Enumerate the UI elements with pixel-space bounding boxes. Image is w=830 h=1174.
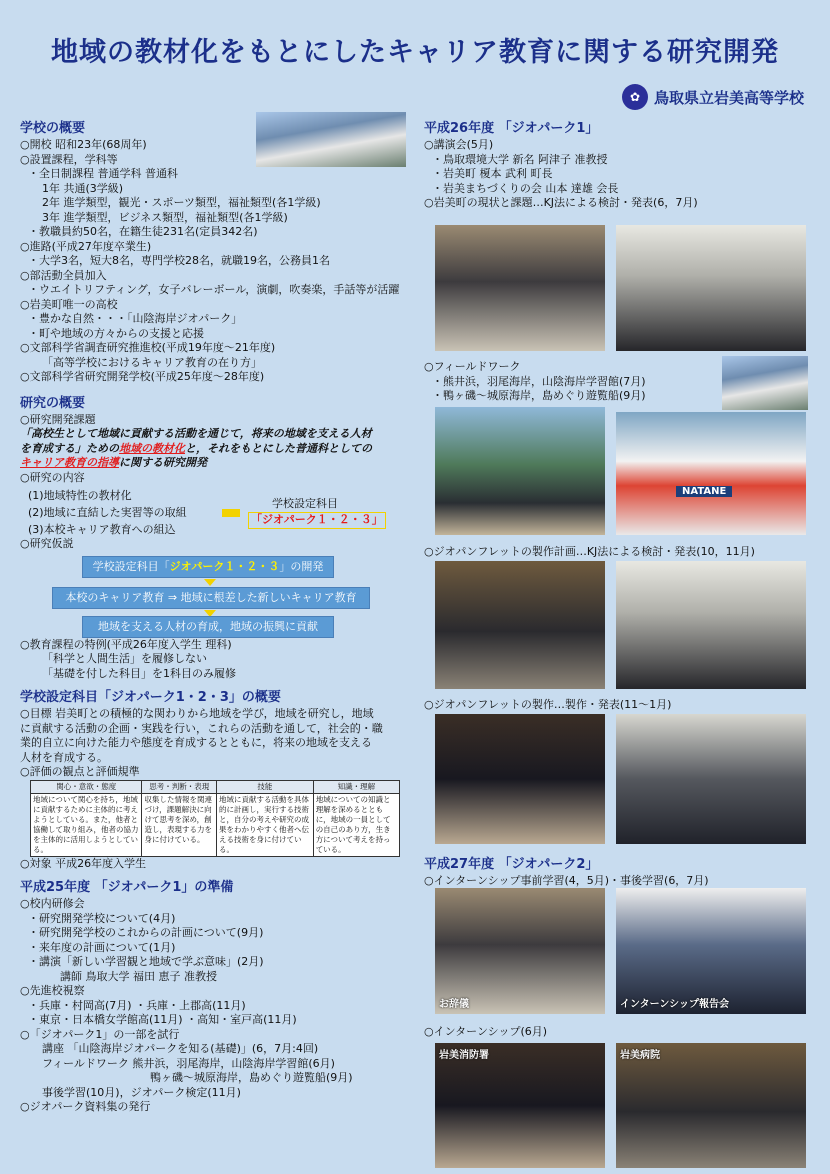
- overview-line: ○文部科学省研究開発学校(平成25年度～28年度): [20, 370, 265, 383]
- research-theme-part: ための: [86, 441, 119, 455]
- flow-box-2: 本校のキャリア教育 ⇒ 地域に根差した新しいキャリア教育: [52, 587, 370, 609]
- special-label: ○教育課程の特例(平成26年度入学生 理科): [20, 637, 232, 651]
- intern-label: ○インターンシップ(6月): [424, 1025, 548, 1038]
- goal-line: に貢献する活動の企画・実践を行い，これらの活動を通して，社会的・職: [20, 721, 383, 735]
- eval-header: 関心・意欲・態度: [31, 780, 142, 793]
- down-arrow-icon: [204, 579, 216, 586]
- overview-heading: 学校の概要: [20, 121, 86, 136]
- flow-box-3: 地域を支える人材の育成，地域の振興に貢献: [82, 616, 334, 638]
- h25-line: ○校内研修会: [20, 897, 85, 910]
- content-item: (3)本校キャリア教育への組込: [28, 523, 176, 536]
- h25-line: ・東京・日本橋女学館高(11月) ・高知・室戸高(11月): [28, 1013, 297, 1026]
- h25-line: ・研究開発学校について(4月): [28, 911, 176, 925]
- overview-line: 3年 進学類型，ビジネス類型，福祉類型(各1学級): [42, 210, 288, 224]
- intern-pre-label: ○インターンシップ事前学習(4，5月)・事後学習(6，7月): [424, 874, 709, 887]
- content-item: (2)地域に直結した実習等の取組: [28, 506, 187, 519]
- geo-heading: 学校設定科目「ジオパーク1・2・3」の概要: [20, 690, 281, 705]
- overview-line: 1年 共通(3学級): [42, 181, 124, 195]
- h25-line: ・来年度の計画について(1月): [28, 940, 176, 954]
- overview-line: ・ウエイトリフティング，女子バレーボール，演劇，吹奏楽，手話等が活躍: [28, 283, 400, 296]
- h25-line: 事後学習(10月)，ジオパーク検定(11月): [42, 1085, 241, 1099]
- overview-line: 2年 進学類型，観光・スポーツ類型，福祉類型(各1学級): [42, 196, 321, 209]
- school-photo: [256, 112, 406, 167]
- photo-caption: お辞儀: [439, 999, 469, 1010]
- goal-line: ○目標 岩美町との積極的な関わりから地域を学び，地域を研究し，地域: [20, 707, 374, 720]
- boat-name: NATANE: [676, 486, 732, 497]
- target-line: ○対象 平成26年度入学生: [20, 856, 147, 870]
- overview-line: ・教職員約50名，在籍生徒231名(定員342名): [28, 225, 258, 238]
- goal-line: 人材を育成する。: [20, 750, 108, 764]
- photo-caption: インターンシップ報告会: [620, 999, 729, 1010]
- research-theme-part: を育成する」: [20, 441, 86, 455]
- h27-section: [424, 850, 814, 889]
- overview-line: ○文部科学省調査研究推進校(平成19年度～21年度): [20, 341, 276, 354]
- right-arrow-icon: [222, 509, 240, 517]
- research-theme-label: ○研究開発課題: [20, 412, 96, 426]
- kj-label: ○岩美町の現状と課題…KJ法による検討・発表(6，7月): [424, 196, 698, 209]
- content-label: ○研究の内容: [20, 470, 85, 484]
- photo-pamphlet-plan-1: [435, 561, 605, 689]
- h25-line: 鴨ヶ磯～城原海岸，島めぐり遊覧船(9月): [150, 1071, 353, 1084]
- photo-fire-station: [435, 1043, 605, 1168]
- overview-line: ○進路(平成27年度卒業生): [20, 239, 152, 253]
- page-title: 地域の教材化をもとにしたキャリア教育に関する研究開発: [51, 37, 779, 68]
- subject-name: 「ジオパーク１・２・３」: [248, 512, 386, 529]
- h25-line: 講師 鳥取大学 福田 恵子 准教授: [60, 969, 217, 983]
- eval-cell: 地域についての知識と理解を深めるとともに，地域の一員としての自己のあり方，生き方について考えを持っている。: [313, 793, 399, 856]
- special-line: 「基礎を付した科目」を1科目のみ履修: [42, 666, 236, 680]
- overview-line: ・豊かな自然・・・「山陰海岸ジオパーク」: [28, 312, 243, 325]
- content-item: (1)地域特性の教材化: [28, 489, 132, 502]
- h25-line: 講座 「山陰海岸ジオパークを知る(基礎)」(6，7月:4回): [42, 1042, 319, 1055]
- right-column: [424, 114, 814, 211]
- research-theme-line: [20, 456, 410, 471]
- pamphlet-make-label: ○ジオパンフレットの製作…製作・発表(11～1月): [424, 698, 672, 711]
- h25-line: ・兵庫・村岡高(7月) ・兵庫・上郡高(11月): [28, 998, 246, 1012]
- photo-fieldwork-beach: [435, 407, 605, 535]
- research-theme-line: 「高校生として地域に貢献する活動を通じて，将来の地域を支える人材: [20, 427, 372, 440]
- lecture-line: ・岩美まちづくりの会 山本 達雄 会長: [432, 181, 619, 195]
- research-theme-part: に関する研究開発: [119, 456, 207, 469]
- photo-intern-report: [616, 888, 806, 1014]
- lecture-label: ○講演会(5月): [424, 138, 494, 151]
- h25-line: フィールドワーク 熊井浜，羽尾海岸，山陰海岸学習館(6月): [42, 1056, 335, 1070]
- photo-pamphlet-make-2: [616, 714, 806, 844]
- research-theme-part: と，それをもとにした普通科としての: [185, 441, 372, 455]
- h25-line: ・研究開発学校のこれからの計画について(9月): [28, 926, 264, 939]
- eval-label: ○評価の観点と評価規準: [20, 765, 140, 778]
- field-line: ・鴨ヶ磯～城原海岸，島めぐり遊覧船(9月): [432, 389, 646, 402]
- research-theme-line: [20, 442, 410, 457]
- content-block: [20, 485, 410, 537]
- photo-kj-discussion: [435, 225, 605, 351]
- goal-line: 業的自立に向けた能力や態度を育成するとともに，将来の地域を支える: [20, 736, 372, 749]
- lecture-line: ・鳥取環境大学 新名 阿津子 准教授: [432, 152, 608, 166]
- research-heading: 研究の概要: [20, 395, 86, 411]
- intern-section: [424, 1025, 814, 1040]
- h25-heading: 平成25年度 「ジオパーク1」の準備: [20, 880, 234, 895]
- h26-heading: 平成26年度 「ジオパーク1」: [424, 121, 599, 136]
- research-theme-highlight: 地域の教材化: [119, 441, 185, 455]
- school-emblem-icon: ✿: [622, 84, 648, 110]
- photo-caption: 岩美病院: [620, 1050, 660, 1061]
- left-column: [20, 114, 410, 1115]
- flow-box-1: [82, 556, 334, 578]
- photo-caption: 岩美消防署: [439, 1050, 489, 1061]
- pamphlet-plan-section: [424, 545, 814, 560]
- h25-line: ・講演「新しい学習観と地域で学ぶ意味」(2月): [28, 955, 264, 968]
- photo-boat: [616, 412, 806, 535]
- flow-highlight: ジオパーク１・２・３: [169, 559, 280, 573]
- hypothesis-flow: [20, 552, 410, 638]
- overview-line: ○開校 昭和23年(68周年): [20, 138, 147, 151]
- photo-hospital: [616, 1043, 806, 1168]
- subject-label: 学校設定科目: [272, 497, 338, 510]
- overview-line: 「高等学校におけるキャリア教育の在り方」: [42, 355, 262, 369]
- overview-line: ・大学3名，短大8名，専門学校28名，就職19名，公務員1名: [28, 254, 330, 267]
- flow-text: 学校設定科目「: [92, 559, 170, 573]
- h25-line: ○「ジオパーク1」の一部を試行: [20, 1027, 180, 1041]
- pamphlet-plan-label: ○ジオパンフレットの製作計画…KJ法による検討・発表(10，11月): [424, 545, 755, 558]
- pamphlet-make-section: [424, 698, 814, 713]
- overview-line: ○岩美町唯一の高校: [20, 297, 118, 311]
- school-name: 鳥取県立岩美高等学校: [653, 88, 804, 107]
- photo-bowing: [435, 888, 605, 1014]
- photo-beach-aerial: [722, 356, 808, 410]
- overview-line: ・町や地域の方々からの支援と応援: [28, 326, 204, 340]
- overview-line: ○設置課程，学科等: [20, 152, 118, 166]
- hypothesis-label: ○研究仮説: [20, 537, 74, 550]
- school-name-block: [622, 84, 804, 110]
- eval-cell: 収集した情報を関連づけ，課題解決に向けて思考を深め，創造し，表現する力を身に付けている。: [142, 793, 217, 856]
- h27-heading: 平成27年度 「ジオパーク2」: [424, 857, 599, 872]
- eval-cell: 地域に貢献する活動を具体的に計画し，実行する技術と，自分の考えや研究の成果をわかりやすく他者へ伝える技術を身に付けている。: [216, 793, 313, 856]
- eval-header: 知識・理解: [313, 780, 399, 793]
- special-line: 「科学と人間生活」を履修しない: [42, 652, 207, 665]
- eval-header: 技能: [216, 780, 313, 793]
- h25-line: ○ジオパーク資料集の発行: [20, 1100, 151, 1113]
- overview-line: ○部活動全員加入: [20, 268, 107, 282]
- photo-kj-presentation: [616, 225, 806, 351]
- photo-pamphlet-make-1: [435, 714, 605, 844]
- research-theme-highlight: キャリア教育の指導: [20, 456, 119, 469]
- h25-line: ○先進校視察: [20, 984, 85, 997]
- field-label: ○フィールドワーク: [424, 360, 521, 373]
- overview-line: ・全日制課程 普通学科 普通科: [28, 167, 178, 180]
- eval-header: 思考・判断・表現: [142, 780, 217, 793]
- lecture-line: ・岩美町 榎本 武利 町長: [432, 167, 553, 180]
- photo-pamphlet-plan-2: [616, 561, 806, 689]
- eval-table: [30, 780, 400, 857]
- eval-cell: 地域について関心を持ち，地域に貢献するために主体的に考えようとしている。また，他者と協働して取り組み，他者の協力を主体的に活用しようとしている。: [31, 793, 142, 856]
- flow-text: 」の開発: [279, 559, 324, 573]
- field-line: ・熊井浜，羽尾海岸，山陰海岸学習館(7月): [432, 374, 646, 388]
